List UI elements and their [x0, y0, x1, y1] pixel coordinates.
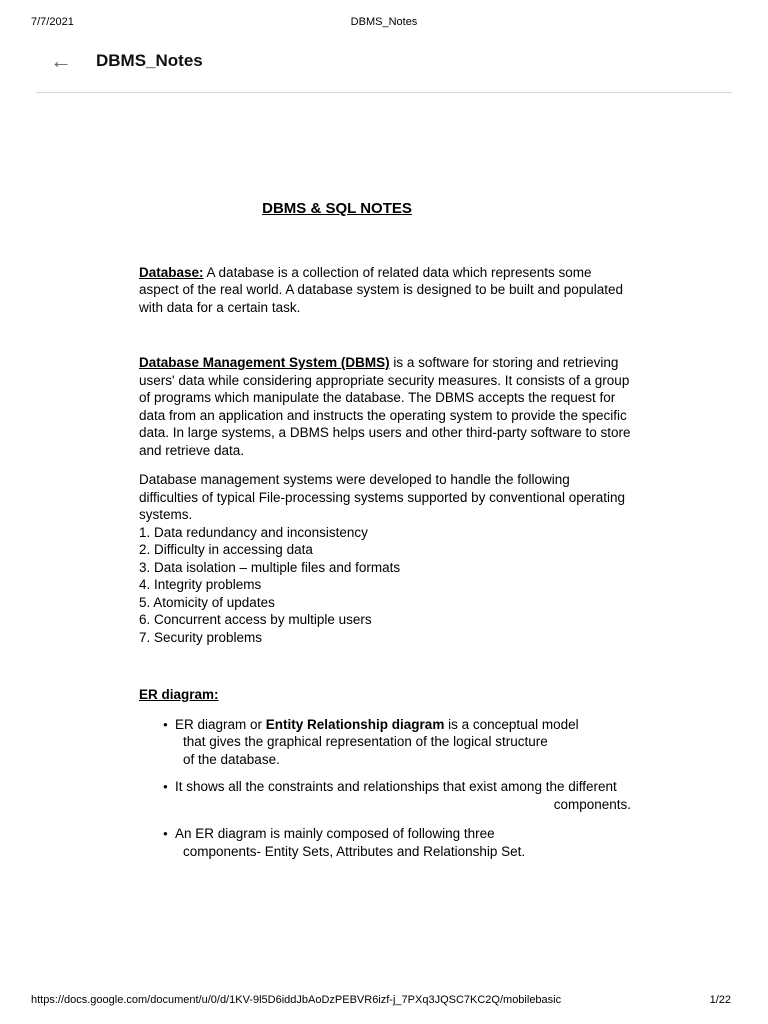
difficulties-list: [139, 524, 631, 647]
bullet1-bold-term: Entity Relationship diagram: [265, 716, 445, 732]
document-body: [139, 200, 631, 860]
numbered-item-7: 7. Security problems: [139, 629, 263, 645]
doc-toolbar: [50, 50, 732, 72]
print-header: [0, 16, 768, 30]
bullet2-line1: It shows all the constraints and relationships that exist among the different: [175, 779, 617, 794]
dbms-definition-text: is a software for storing and retrieving users' data while considering appropriate security measures. It consists of a group of programs which manipulate the database. The DBMS accepts the request for data from an application and instructs the operating system to provide the specific data. In large systems, a DBMS helps users and other third-party software to store and retrieve data.: [139, 355, 631, 458]
print-doc-name: DBMS_Notes: [350, 16, 418, 28]
document-title: DBMS_Notes: [96, 51, 203, 70]
bullet-item-constraints: [139, 778, 631, 813]
bullet-text: [175, 778, 631, 813]
bullet-item-components: [139, 825, 631, 860]
page-number: 1/22: [709, 994, 731, 1006]
dbms-term: Database Management System (DBMS): [139, 355, 390, 370]
bullet-text: [175, 716, 631, 769]
bullet-icon: ●: [163, 719, 168, 729]
bullet1-seg1: ER diagram or: [175, 716, 266, 732]
bullet-icon: ●: [163, 782, 168, 791]
numbered-item-6: 6. Concurrent access by multiple users: [139, 612, 372, 627]
document-url: https://docs.google.com/document/u/0/d/1KV-9l5D6iddJbAoDzPEBVR6izf-j_7PXq3JQSC7KC2Q/mobilebasic: [31, 994, 562, 1006]
paragraph-database-definition: [139, 264, 631, 317]
numbered-item-4: 4. Integrity problems: [139, 577, 262, 592]
database-term: Database:: [139, 264, 204, 280]
er-diagram-heading: ER diagram:: [139, 687, 219, 702]
header-divider: [36, 92, 732, 93]
bullet1-line2: that gives the graphical representation of the logical structure: [183, 734, 548, 749]
numbered-item-2: 2. Difficulty in accessing data: [139, 542, 313, 557]
bullet-item-er-definition: [139, 716, 631, 769]
bullet3-line1: An ER diagram is mainly composed of following three: [175, 826, 495, 841]
print-date: 7/7/2021: [31, 16, 74, 28]
bullet2-line2: components.: [553, 796, 631, 812]
paragraph-dbms-definition: [139, 354, 631, 459]
document-heading: DBMS & SQL NOTES: [262, 200, 412, 217]
bullet1-seg3: is a conceptual model: [444, 716, 579, 732]
bullet3-line2: components- Entity Sets, Attributes and Relationship Set.: [183, 843, 526, 859]
numbered-item-5: 5. Atomicity of updates: [139, 594, 275, 610]
bullet-text: [175, 825, 631, 860]
numbered-item-3: 3. Data isolation – multiple files and formats: [139, 559, 401, 575]
back-arrow-icon[interactable]: ←: [50, 48, 72, 73]
print-footer: [31, 994, 731, 1006]
bullet1-line3: of the database.: [183, 751, 280, 767]
numbered-item-1: 1. Data redundancy and inconsistency: [139, 524, 368, 540]
database-definition-text: A database is a collection of related data which represents some aspect of the real world. A database system is designed to be built and populated with data for a certain task.: [139, 264, 624, 315]
bullet-icon: ●: [163, 829, 168, 838]
paragraph-difficulties-intro: Database management systems were developed to handle the following difficulties of typical File-processing systems supported by conventional operating systems.: [139, 472, 625, 522]
